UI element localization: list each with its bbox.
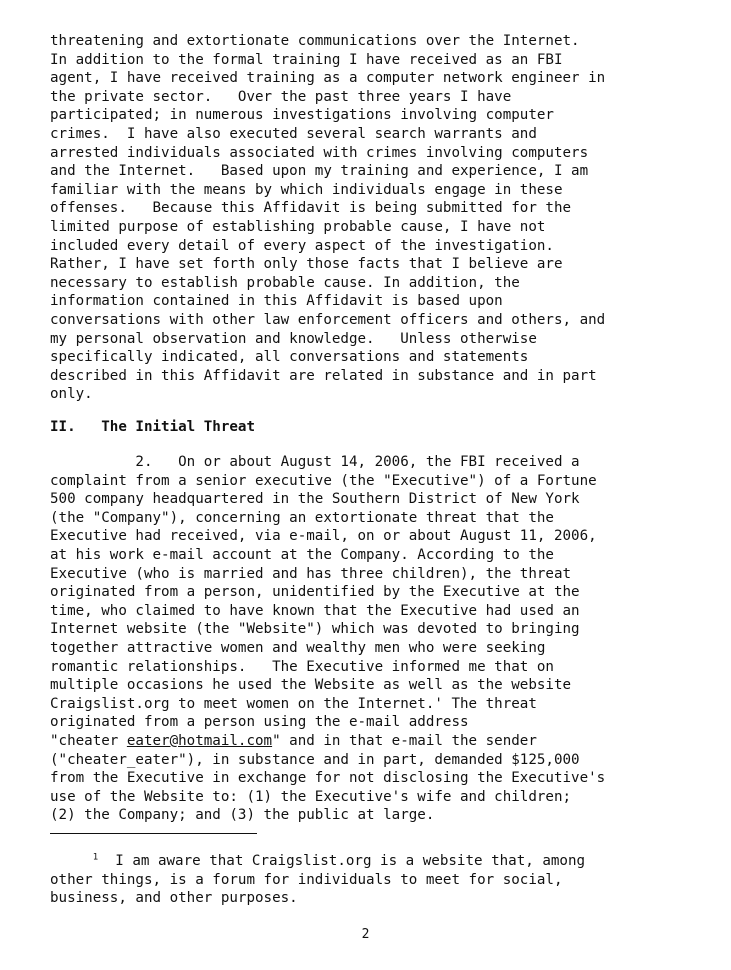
para-1-line: included every detail of every aspect of the investigation.	[50, 237, 554, 254]
para-2-line: 500 company headquartered in the Southern District of New York	[50, 491, 580, 508]
para-1-line: In addition to the formal training I have received as an FBI	[50, 51, 563, 68]
para-1-line: Rather, I have set forth only those facts that I believe are	[50, 256, 563, 273]
para-2-line: complaint from a senior executive (the "Executive") of a Fortune	[50, 472, 597, 489]
para-1-line: threatening and extortionate communications over the Internet.	[50, 33, 580, 49]
email-address-link: eater@hotmail.com	[126, 732, 273, 749]
para-1-line: the private sector. Over the past three years I have	[50, 88, 512, 105]
footnote-1	[50, 852, 585, 908]
para-1-line: arrested individuals associated with crimes involving computers	[50, 144, 589, 161]
footnote-marker: 1	[92, 852, 99, 863]
para-2-line: Craigslist.org to meet women on the Internet.' The threat	[50, 695, 537, 712]
section-heading-initial-threat: II. The Initial Threat	[50, 419, 255, 435]
para-2-line: Internet website (the "Website") which was devoted to bringing	[50, 621, 580, 638]
para-1-line: offenses. Because this Affidavit is being submitted for the	[50, 200, 572, 217]
para-1-line: only.	[50, 386, 93, 403]
para-2-line: originated from a person, unidentified by the Executive at the	[50, 584, 580, 601]
paragraph-training-background	[50, 32, 605, 404]
email-line-suffix: " and in that e-mail the sender	[272, 732, 537, 749]
para-2-line: Executive had received, via e-mail, on or about August 11, 2006,	[50, 528, 597, 545]
para-1-line: conversations with other law enforcement officers and others, and	[50, 311, 606, 328]
page-number: 2	[361, 927, 370, 942]
para-1-line: my personal observation and knowledge. Unless otherwise	[50, 330, 537, 347]
para-1-line: specifically indicated, all conversations and statements	[50, 349, 529, 366]
para-2-line: together attractive women and wealthy men who were seeking	[50, 639, 546, 656]
para-1-line: agent, I have received training as a computer network engineer in	[50, 70, 606, 87]
para-1-line: and the Internet. Based upon my training and experience, I am	[50, 163, 589, 180]
para-1-line: described in this Affidavit are related in substance and in part	[50, 367, 597, 384]
para-2-line: multiple occasions he used the Website as well as the website	[50, 677, 572, 694]
para-2-line: at his work e-mail account at the Company. According to the	[50, 546, 554, 563]
footnote-line: other things, is a forum for individuals to meet for social,	[50, 871, 563, 888]
email-line-prefix: "cheater	[50, 732, 127, 749]
para-1-line: limited purpose of establishing probable cause, I have not	[50, 218, 546, 235]
para-1-line: necessary to establish probable cause. In addition, the	[50, 274, 520, 291]
para-2b-line: from the Executive in exchange for not disclosing the Executive's	[50, 770, 606, 787]
para-2-line: 2. On or about August 14, 2006, the FBI received a	[50, 454, 580, 470]
para-2-line: originated from a person using the e-mail address	[50, 714, 469, 731]
para-2-line: romantic relationships. The Executive informed me that on	[50, 658, 554, 675]
footnote-line: I am aware that Craigslist.org is a website that, among	[115, 853, 586, 869]
para-1-line: participated; in numerous investigations involving computer	[50, 107, 554, 124]
para-1-line: crimes. I have also executed several search warrants and	[50, 125, 537, 142]
paragraph-initial-threat	[50, 453, 605, 825]
para-2-line: time, who claimed to have known that the Executive had used an	[50, 602, 580, 619]
para-2-line: Executive (who is married and has three children), the threat	[50, 565, 572, 582]
para-2b-line: (2) the Company; and (3) the public at large.	[50, 807, 435, 824]
para-2b-line: use of the Website to: (1) the Executive's wife and children;	[50, 788, 572, 805]
para-2b-line: ("cheater_eater"), in substance and in part, demanded $125,000	[50, 751, 580, 768]
footnote-line: business, and other purposes.	[50, 890, 298, 907]
footnote-separator	[50, 833, 257, 834]
para-1-line: familiar with the means by which individuals engage in these	[50, 181, 563, 198]
para-2-line: (the "Company"), concerning an extortionate threat that the	[50, 509, 554, 526]
para-1-line: information contained in this Affidavit is based upon	[50, 293, 503, 310]
